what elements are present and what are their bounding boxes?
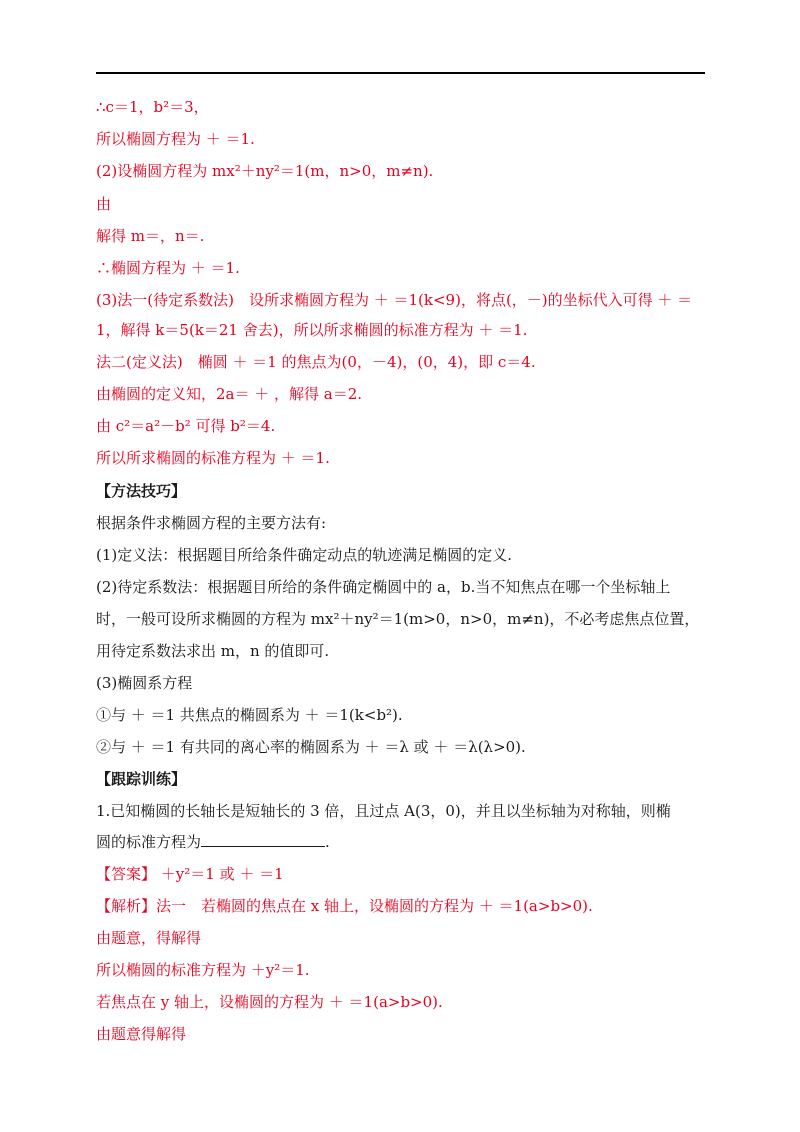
text-line: 所以椭圆方程为 ＋ ＝1. [96,130,255,148]
text-line: ∴c＝1，b²＝3， [96,98,209,116]
analysis-line: 【解析】法一 若椭圆的焦点在 x 轴上，设椭圆的方程为 ＋ ＝1(a>b>0). [96,897,593,915]
question-line: 1.已知椭圆的长轴长是短轴长的 3 倍，且过点 A(3，0)，并且以坐标轴为对称轴，则椭 [96,802,671,820]
text-line: 解得 m＝，n＝. [96,227,205,245]
text-line: 由题意得解得 [96,1025,187,1043]
text-line: 根据条件求椭圆方程的主要方法有: [96,514,327,532]
text-line: 1，解得 k＝5(k＝21 舍去)，所以所求椭圆的标准方程为 ＋ ＝1. [96,321,528,339]
text-line: 由椭圆的定义知，2a＝ ＋ ，解得 a＝2. [96,385,363,403]
answer-blank [201,832,325,847]
text-line: ②与 ＋ ＝1 有共同的离心率的椭圆系为 ＋ ＝λ 或 ＋ ＝λ(λ>0). [96,738,526,756]
section-heading: 【方法技巧】 [96,482,187,500]
text-line: 所以椭圆的标准方程为 ＋y²＝1. [96,961,310,979]
header-rule [96,72,705,74]
question-line: 圆的标准方程为 . [96,833,330,851]
text-line: 时，一般可设所求椭圆的方程为 mx²＋ny²＝1(m>0，n>0，m≠n)，不必考虑焦点位置， [96,610,700,628]
text-line: 若焦点在 y 轴上，设椭圆的方程为 ＋ ＝1(a>b>0). [96,993,443,1011]
answer-line: 【答案】 ＋y²＝1 或 ＋ ＝1 [96,865,284,883]
text-line: 由题意，得解得 [96,929,202,947]
text-line: 法二(定义法) 椭圆 ＋ ＝1 的焦点为(0，－4)，(0，4)，即 c＝4. [96,353,536,371]
text-line: (2)待定系数法：根据题目所给的条件确定椭圆中的 a，b.当不知焦点在哪一个坐标轴上 [96,578,671,596]
text-line: ∴椭圆方程为 ＋ ＝1. [96,259,240,277]
text-line: ①与 ＋ ＝1 共焦点的椭圆系为 ＋ ＝1(k<b²). [96,706,403,724]
text-line: 由 c²＝a²－b² 可得 b²＝4. [96,417,276,435]
text-line: (2)设椭圆方程为 mx²＋ny²＝1(m，n>0，m≠n). [96,162,434,180]
text-line: (3)法一(待定系数法) 设所求椭圆方程为 ＋ ＝1(k<9)，将点(，－)的坐标代入可得 ＋ ＝ [96,291,693,309]
text-line: 所以所求椭圆的标准方程为 ＋ ＝1. [96,449,330,467]
text-line: (1)定义法：根据题目所给条件确定动点的轨迹满足椭圆的定义. [96,546,513,564]
question-text: 圆的标准方程为 [96,833,202,851]
text-line: 由 [96,195,112,213]
text-line: 用待定系数法求出 m，n 的值即可. [96,642,330,660]
section-heading: 【跟踪训练】 [96,770,187,788]
text-line: (3)椭圆系方程 [96,674,193,692]
